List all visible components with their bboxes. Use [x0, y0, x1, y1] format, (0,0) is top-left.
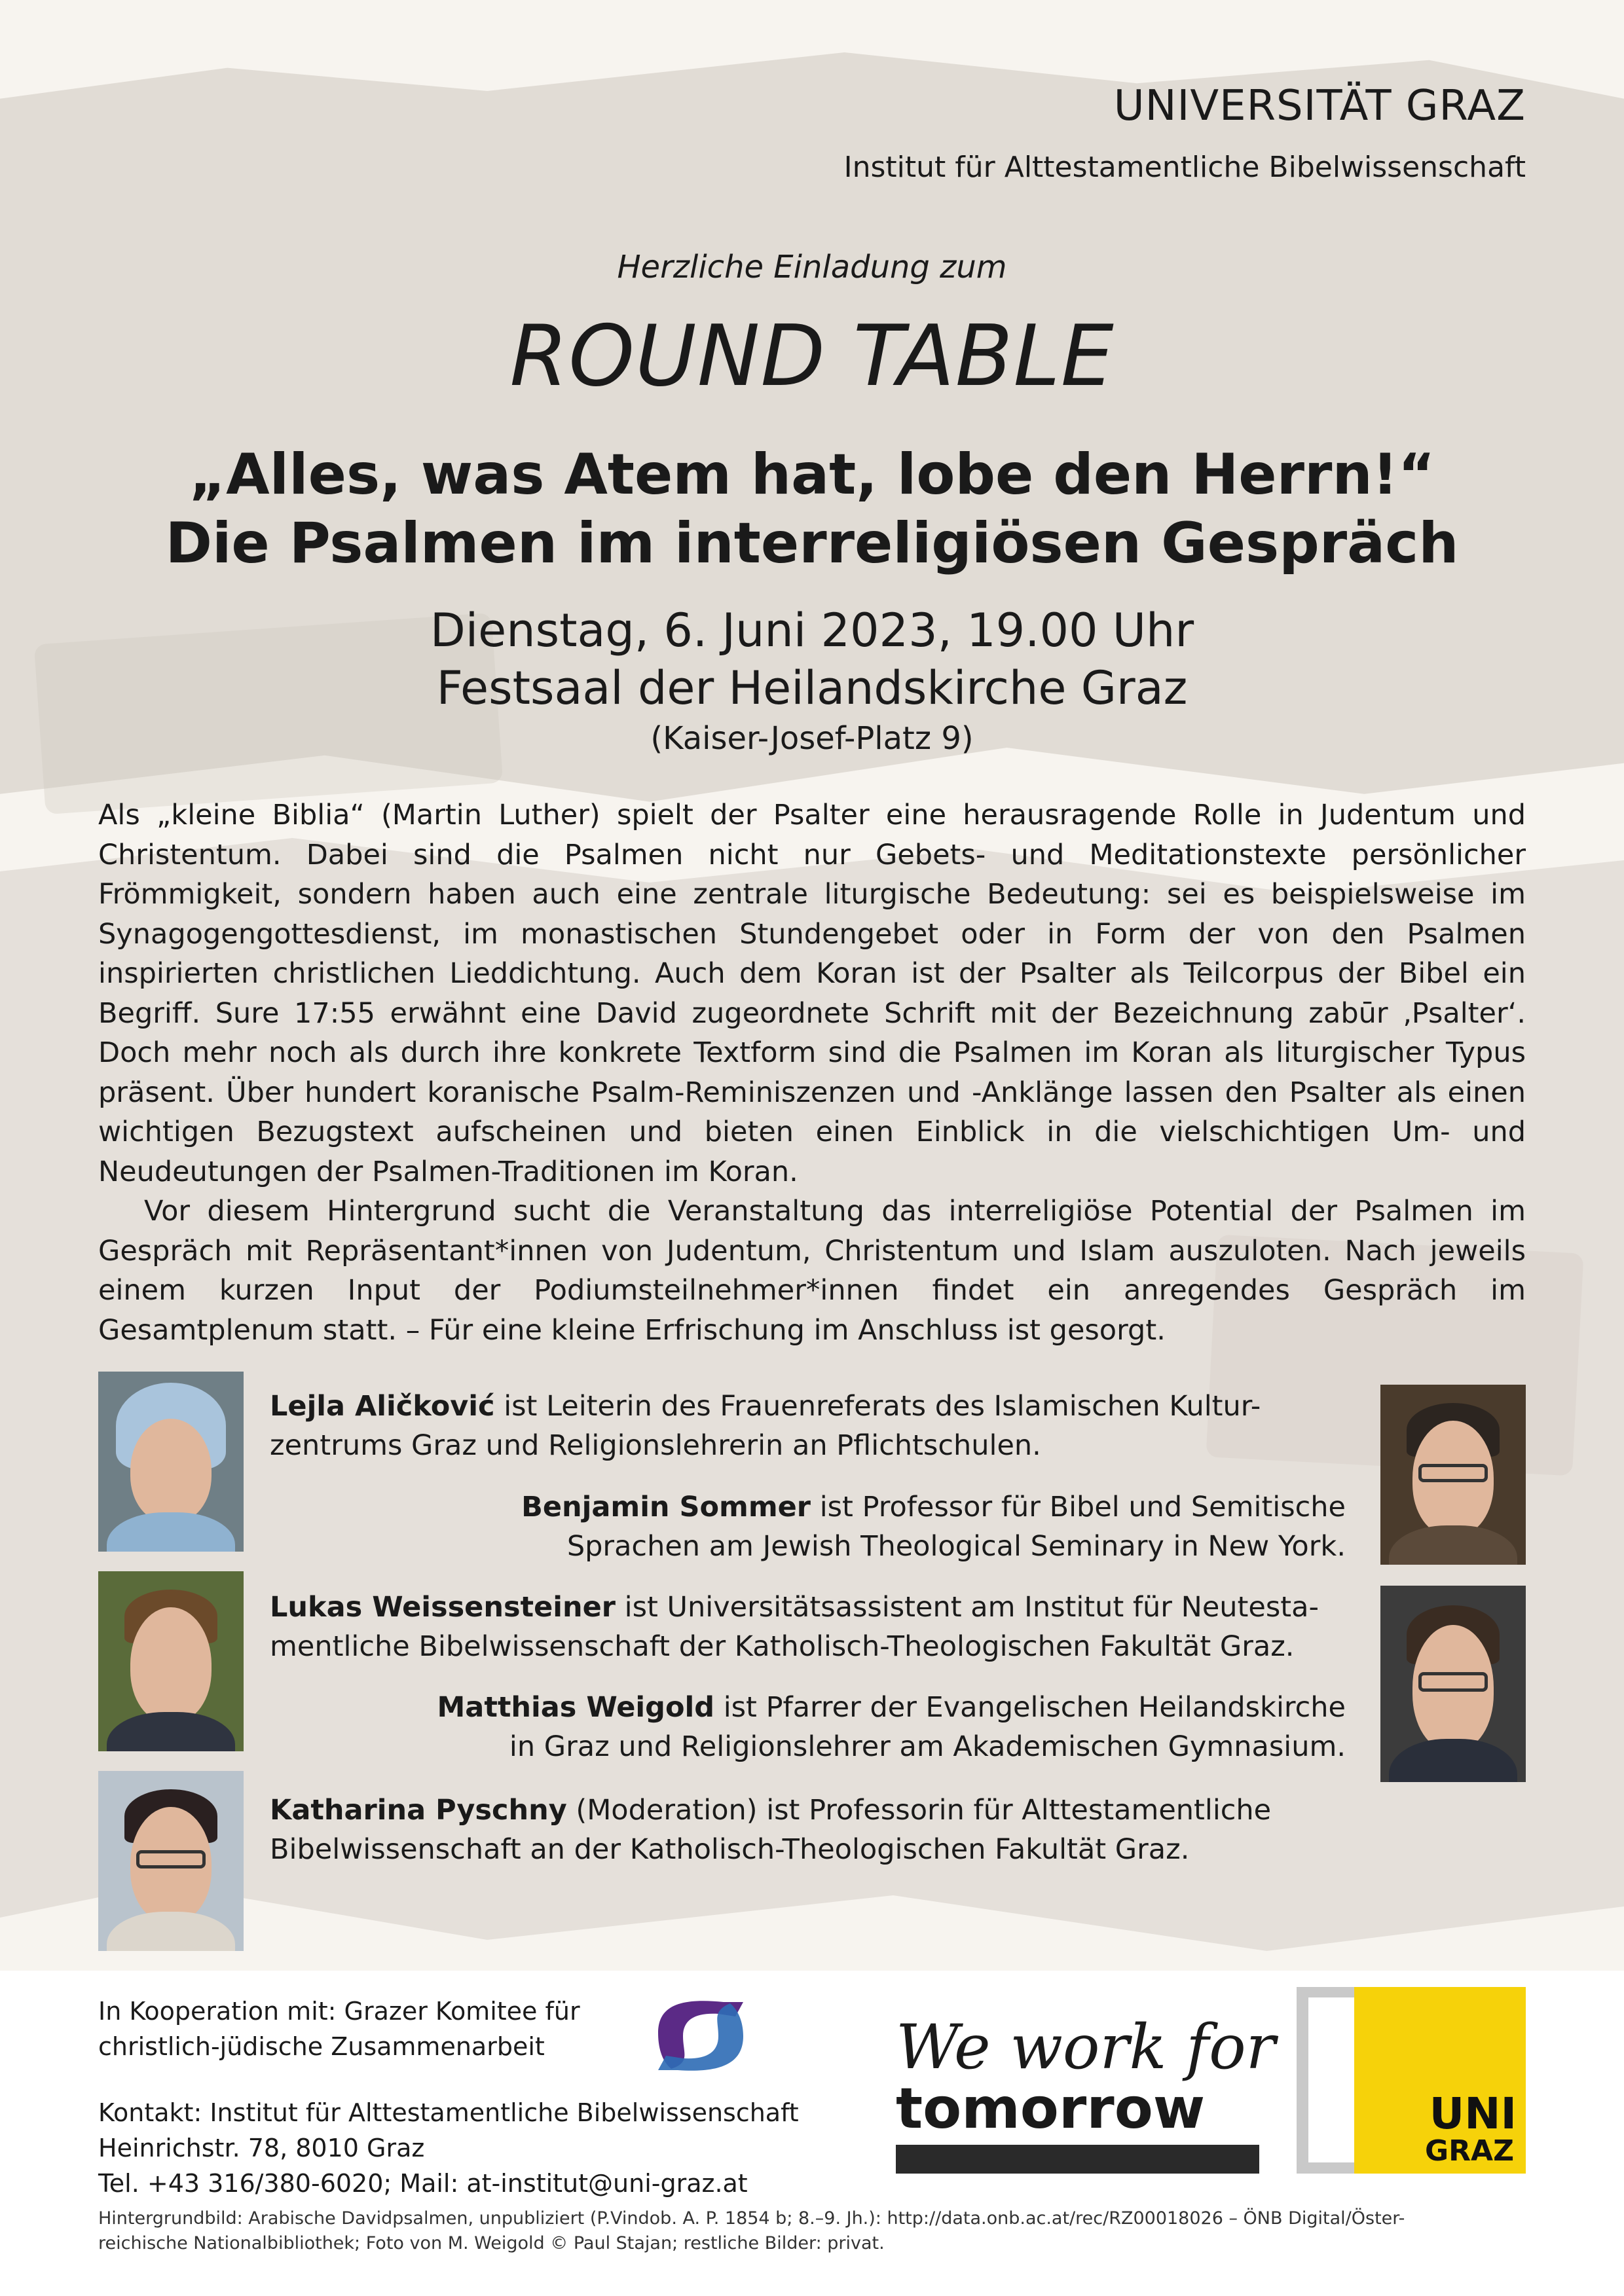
cooperation-line: christlich-jüdische Zusammenarbeit: [98, 2032, 545, 2061]
speaker-name: Katharina Pyschny: [270, 1794, 567, 1827]
slogan-line2: tomorrow: [896, 2076, 1206, 2141]
speaker-description-cont: Sprachen am Jewish Theological Seminary in New York.: [566, 1530, 1346, 1563]
event-type-heading: ROUND TABLE: [509, 308, 1115, 405]
speaker-description: ist Professor für Bibel und Semitische: [819, 1491, 1346, 1523]
contact-info: [98, 2095, 884, 2201]
university-name: UNIVERSITÄT GRAZ: [1113, 82, 1526, 130]
cooperation-note: [98, 1994, 635, 2064]
speaker-bio-pyschny: [270, 1791, 1370, 1869]
speaker-description: ist Pfarrer der Evangelischen Heilandskirche: [723, 1691, 1346, 1724]
speaker-bio-weissensteiner: [270, 1588, 1370, 1666]
speaker-photo-weissensteiner: [98, 1571, 244, 1751]
event-title-line2: Die Psalmen im interreligiösen Gespräch: [165, 511, 1459, 576]
event-description: [98, 795, 1526, 1350]
invitation-line: Herzliche Einladung zum: [617, 249, 1007, 285]
event-title-line1: „Alles, was Atem hat, lobe den Herrn!“: [189, 442, 1435, 507]
speaker-name: Lukas Weissensteiner: [270, 1591, 616, 1624]
slogan-logo: [896, 2012, 1276, 2174]
speaker-description-cont: Bibelwissenschaft an der Katholisch-Theologischen Fakultät Graz.: [270, 1833, 1190, 1866]
contact-line: Kontakt: Institut für Alttestamentliche Bibelwissenschaft: [98, 2098, 799, 2127]
event-address: (Kaiser-Josef-Platz 9): [650, 720, 974, 757]
speaker-description-cont: zentrums Graz und Religionslehrerin an Pflichtschulen.: [270, 1429, 1041, 1462]
credits-line: reichische Nationalbibliothek; Foto von M. Weigold © Paul Stajan; restliche Bilder: privat.: [98, 2233, 885, 2253]
slogan-line1: We work for: [896, 2012, 1276, 2083]
speaker-bio-weigold: [327, 1688, 1346, 1766]
description-paragraph-2: Vor diesem Hintergrund sucht die Veranstaltung das interreligiöse Potential der Psalmen im Gespräch mit Repräsentant*innen von Judentum, Christentum und Islam auszuloten. Nach jeweils einem kurzen Input der Podiumsteilnehmer*innen findet ein anregendes Gespräch im Gesamtplenum statt. – Für eine kleine Erfrischung im Anschluss ist gesorgt.: [98, 1195, 1526, 1347]
event-venue: Festsaal der Heilandskirche Graz: [436, 661, 1188, 715]
speaker-description-cont: mentliche Bibelwissenschaft der Katholisch-Theologischen Fakultät Graz.: [270, 1630, 1295, 1663]
speaker-photo-pyschny: [98, 1771, 244, 1951]
speaker-photo-alickovic: [98, 1372, 244, 1552]
uni-graz-logo-white: [1308, 1997, 1354, 2162]
speaker-name: Matthias Weigold: [437, 1691, 715, 1724]
slogan-bar: [896, 2145, 1259, 2174]
speaker-photo-weigold: [1380, 1586, 1526, 1782]
speaker-description: ist Leiterin des Frauenreferats des Islamischen Kultur-: [504, 1390, 1261, 1423]
image-credits: [98, 2206, 1526, 2256]
credits-line: Hintergrundbild: Arabische Davidpsalmen, unpubliziert (P.Vindob. A. P. 1854 b; 8.–9. Jh.): http://data.onb.ac.at/rec/RZ00018026 – ÖNB Digital/Öster-: [98, 2208, 1405, 2229]
description-paragraph-1: Als „kleine Biblia“ (Martin Luther) spielt der Psalter eine herausragende Rolle in Judentum und Christentum. Dabei sind die Psalmen nicht nur Gebets- und Meditationstexte persönlicher Frömmigkeit, sondern haben auch eine zentrale liturgische Bedeutung: sei es beispielsweise im Synagogengottesdienst, im monastischen Stundengebet oder in Form der von den Psalmen inspirierten christlichen Lieddichtung. Auch dem Koran ist der Psalter als Teilcorpus der Bibel ein Begriff. Sure 17:55 erwähnt eine David zugeordnete Schrift mit der Bezeichnung zabūr ‚Psalter‘. Doch mehr noch als durch ihre konkrete Textform sind die Psalmen im Koran als liturgischer Typus präsent. Über hundert koranische Psalm-Reminiszenzen und -Anklänge lassen den Psalter als einen wichtigen Bezugstext aufscheinen und bieten einen Einblick in die vielschichtigen Um- und Neudeutungen der Psalmen-Traditionen im Koran.: [98, 799, 1526, 1188]
speaker-description: ist Universitätsassistent am Institut für Neutesta-: [624, 1591, 1319, 1624]
speaker-description: ist Professorin für Alttestamentliche: [766, 1794, 1272, 1827]
speaker-description-cont: in Graz und Religionslehrer am Akademischen Gymnasium.: [509, 1730, 1346, 1763]
uni-graz-logo-uni: UNI: [1429, 2088, 1517, 2139]
speaker-photo-sommer: [1380, 1385, 1526, 1565]
uni-graz-logo: [1297, 1987, 1526, 2174]
komitee-logo: [645, 1990, 756, 2082]
speaker-bio-alickovic: [270, 1387, 1344, 1465]
institute-name: Institut für Alttestamentliche Bibelwissenschaft: [843, 151, 1526, 184]
speaker-name: Lejla Aličković: [270, 1390, 495, 1423]
uni-graz-logo-graz: GRAZ: [1425, 2134, 1514, 2168]
speaker-name: Benjamin Sommer: [521, 1491, 811, 1523]
speaker-bio-sommer: [327, 1487, 1346, 1566]
contact-phone-mail: Tel. +43 316/380-6020; Mail: at-institut@uni-graz.at: [98, 2169, 748, 2198]
cooperation-line: In Kooperation mit: Grazer Komitee für: [98, 1997, 580, 2026]
event-date: Dienstag, 6. Juni 2023, 19.00 Uhr: [430, 604, 1194, 657]
speaker-role: (Moderation): [576, 1794, 758, 1827]
contact-address: Heinrichstr. 78, 8010 Graz: [98, 2134, 425, 2162]
